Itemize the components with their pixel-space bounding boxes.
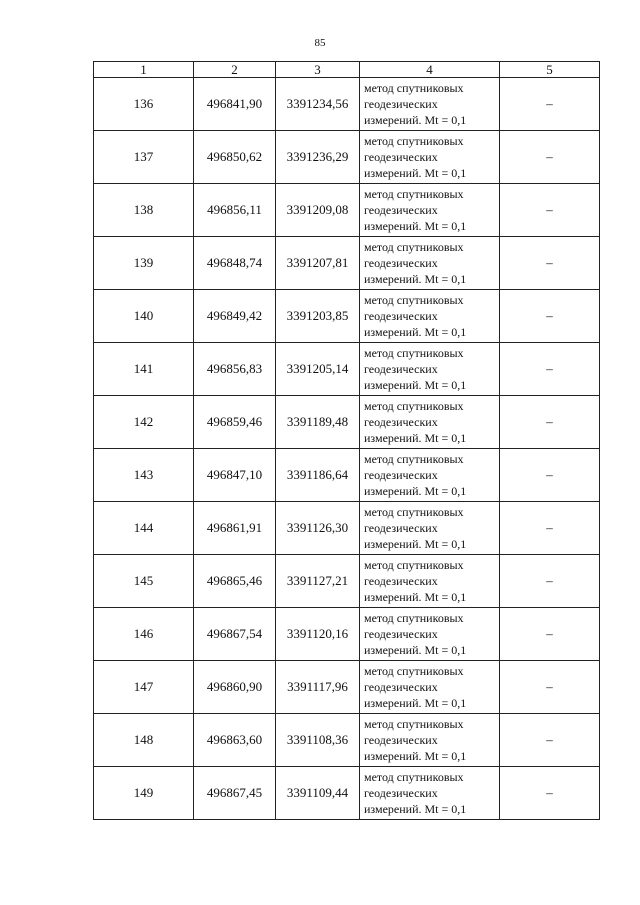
table-row bbox=[94, 714, 600, 767]
y-coordinate-cell: 3391108,36 bbox=[276, 714, 360, 767]
point-number-cell: 149 bbox=[94, 767, 194, 820]
y-coordinate-cell: 3391209,08 bbox=[276, 184, 360, 237]
point-number-cell: 137 bbox=[94, 131, 194, 184]
table-row bbox=[94, 131, 600, 184]
note-cell: – bbox=[500, 449, 600, 502]
header-row bbox=[94, 62, 600, 78]
point-number-cell: 147 bbox=[94, 661, 194, 714]
table-row bbox=[94, 184, 600, 237]
method-cell: метод спутниковых геодезических измерений. Mt = 0,1 bbox=[360, 78, 500, 131]
y-coordinate-cell: 3391120,16 bbox=[276, 608, 360, 661]
note-cell: – bbox=[500, 555, 600, 608]
coordinates-table bbox=[93, 61, 600, 820]
table-row bbox=[94, 767, 600, 820]
header-col-1: 1 bbox=[94, 62, 194, 78]
method-cell: метод спутниковых геодезических измерений. Mt = 0,1 bbox=[360, 184, 500, 237]
table-row bbox=[94, 502, 600, 555]
header-col-4: 4 bbox=[360, 62, 500, 78]
table-row bbox=[94, 449, 600, 502]
header-col-2: 2 bbox=[194, 62, 276, 78]
y-coordinate-cell: 3391234,56 bbox=[276, 78, 360, 131]
x-coordinate-cell: 496847,10 bbox=[194, 449, 276, 502]
note-cell: – bbox=[500, 343, 600, 396]
y-coordinate-cell: 3391186,64 bbox=[276, 449, 360, 502]
method-cell: метод спутниковых геодезических измерений. Mt = 0,1 bbox=[360, 608, 500, 661]
method-cell: метод спутниковых геодезических измерений. Mt = 0,1 bbox=[360, 449, 500, 502]
note-cell: – bbox=[500, 290, 600, 343]
point-number-cell: 143 bbox=[94, 449, 194, 502]
note-cell: – bbox=[500, 608, 600, 661]
table-row bbox=[94, 555, 600, 608]
method-cell: метод спутниковых геодезических измерений. Mt = 0,1 bbox=[360, 343, 500, 396]
method-cell: метод спутниковых геодезических измерений. Mt = 0,1 bbox=[360, 237, 500, 290]
note-cell: – bbox=[500, 184, 600, 237]
x-coordinate-cell: 496859,46 bbox=[194, 396, 276, 449]
header-col-5: 5 bbox=[500, 62, 600, 78]
point-number-cell: 136 bbox=[94, 78, 194, 131]
point-number-cell: 145 bbox=[94, 555, 194, 608]
x-coordinate-cell: 496867,54 bbox=[194, 608, 276, 661]
table-row bbox=[94, 661, 600, 714]
x-coordinate-cell: 496865,46 bbox=[194, 555, 276, 608]
table-row bbox=[94, 396, 600, 449]
table-row bbox=[94, 343, 600, 396]
x-coordinate-cell: 496856,11 bbox=[194, 184, 276, 237]
point-number-cell: 140 bbox=[94, 290, 194, 343]
x-coordinate-cell: 496860,90 bbox=[194, 661, 276, 714]
point-number-cell: 141 bbox=[94, 343, 194, 396]
x-coordinate-cell: 496849,42 bbox=[194, 290, 276, 343]
note-cell: – bbox=[500, 237, 600, 290]
point-number-cell: 144 bbox=[94, 502, 194, 555]
x-coordinate-cell: 496861,91 bbox=[194, 502, 276, 555]
point-number-cell: 142 bbox=[94, 396, 194, 449]
method-cell: метод спутниковых геодезических измерений. Mt = 0,1 bbox=[360, 396, 500, 449]
method-cell: метод спутниковых геодезических измерений. Mt = 0,1 bbox=[360, 714, 500, 767]
note-cell: – bbox=[500, 396, 600, 449]
y-coordinate-cell: 3391203,85 bbox=[276, 290, 360, 343]
point-number-cell: 138 bbox=[94, 184, 194, 237]
y-coordinate-cell: 3391127,21 bbox=[276, 555, 360, 608]
table-row bbox=[94, 290, 600, 343]
table-body bbox=[94, 78, 600, 820]
x-coordinate-cell: 496848,74 bbox=[194, 237, 276, 290]
method-cell: метод спутниковых геодезических измерений. Mt = 0,1 bbox=[360, 555, 500, 608]
x-coordinate-cell: 496867,45 bbox=[194, 767, 276, 820]
y-coordinate-cell: 3391205,14 bbox=[276, 343, 360, 396]
point-number-cell: 139 bbox=[94, 237, 194, 290]
note-cell: – bbox=[500, 714, 600, 767]
page-number: 85 bbox=[314, 37, 326, 49]
point-number-cell: 148 bbox=[94, 714, 194, 767]
method-cell: метод спутниковых геодезических измерений. Mt = 0,1 bbox=[360, 502, 500, 555]
y-coordinate-cell: 3391189,48 bbox=[276, 396, 360, 449]
point-number-cell: 146 bbox=[94, 608, 194, 661]
x-coordinate-cell: 496863,60 bbox=[194, 714, 276, 767]
y-coordinate-cell: 3391236,29 bbox=[276, 131, 360, 184]
x-coordinate-cell: 496841,90 bbox=[194, 78, 276, 131]
table-header bbox=[94, 62, 600, 78]
note-cell: – bbox=[500, 78, 600, 131]
note-cell: – bbox=[500, 767, 600, 820]
x-coordinate-cell: 496850,62 bbox=[194, 131, 276, 184]
y-coordinate-cell: 3391207,81 bbox=[276, 237, 360, 290]
y-coordinate-cell: 3391117,96 bbox=[276, 661, 360, 714]
table-row bbox=[94, 608, 600, 661]
table-row bbox=[94, 78, 600, 131]
method-cell: метод спутниковых геодезических измерений. Mt = 0,1 bbox=[360, 290, 500, 343]
method-cell: метод спутниковых геодезических измерений. Mt = 0,1 bbox=[360, 661, 500, 714]
header-col-3: 3 bbox=[276, 62, 360, 78]
note-cell: – bbox=[500, 131, 600, 184]
note-cell: – bbox=[500, 502, 600, 555]
y-coordinate-cell: 3391109,44 bbox=[276, 767, 360, 820]
method-cell: метод спутниковых геодезических измерений. Mt = 0,1 bbox=[360, 131, 500, 184]
note-cell: – bbox=[500, 661, 600, 714]
x-coordinate-cell: 496856,83 bbox=[194, 343, 276, 396]
table-row bbox=[94, 237, 600, 290]
y-coordinate-cell: 3391126,30 bbox=[276, 502, 360, 555]
method-cell: метод спутниковых геодезических измерений. Mt = 0,1 bbox=[360, 767, 500, 820]
